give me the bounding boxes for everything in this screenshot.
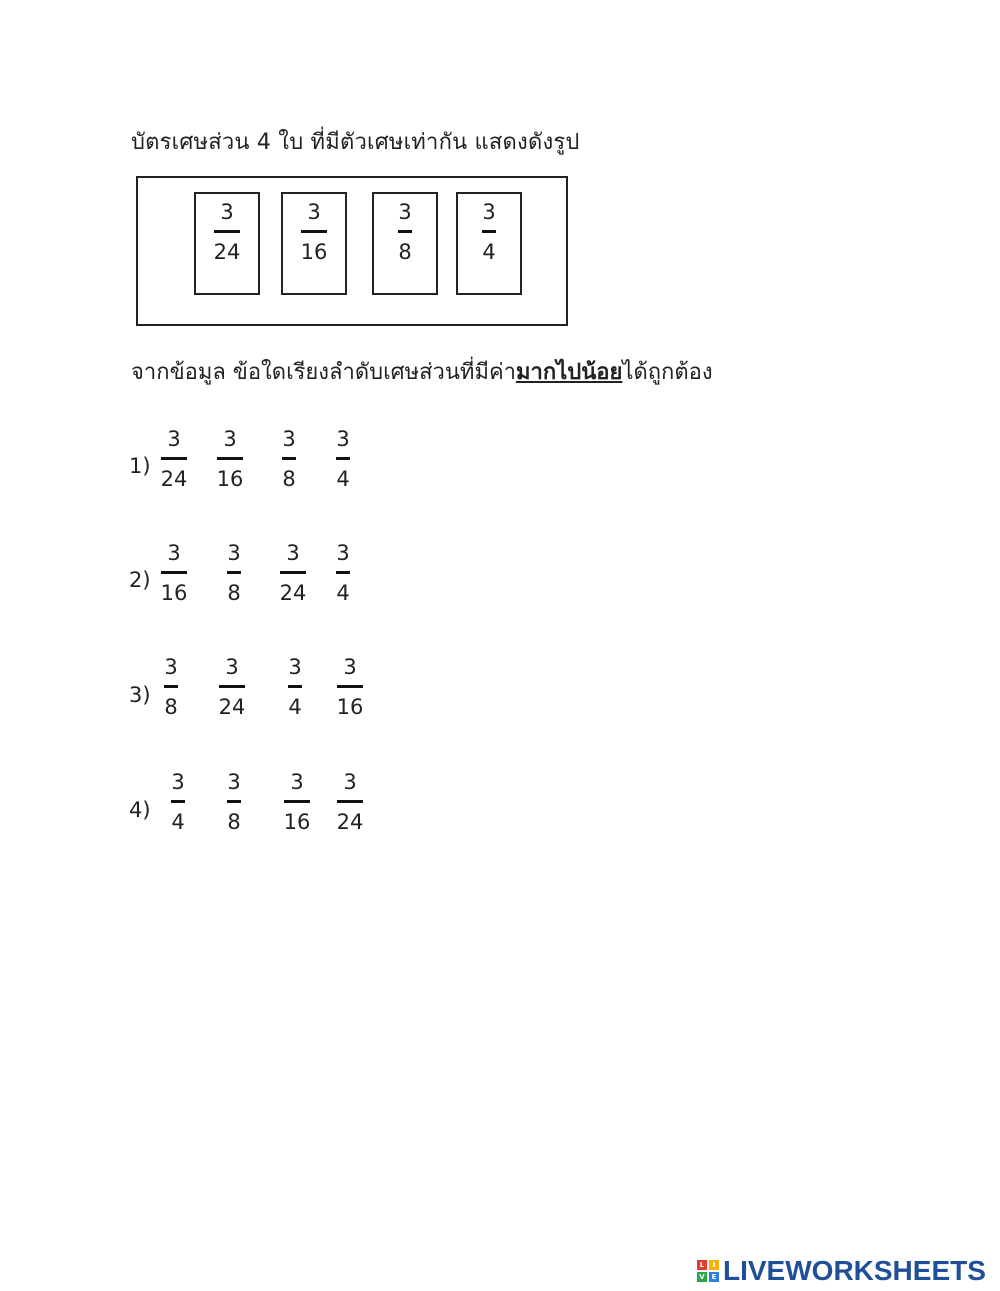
numerator: 3 [225,655,239,679]
fraction-bar [280,571,306,574]
heading-text: บัตรเศษส่วน 4 ใบ ที่มีตัวเศษเท่ากัน แสดงดังรูป [131,130,580,155]
fraction-bar [288,685,302,688]
numerator: 3 [343,770,357,794]
fraction-bar [161,571,187,574]
denominator: 4 [288,695,302,719]
fraction-card [456,192,522,295]
fraction [259,427,319,491]
fraction-bar [217,457,243,460]
fraction-bar [227,800,241,803]
fraction-bar [161,457,187,460]
fraction [204,770,264,834]
fraction-bar [301,230,327,233]
fraction [267,770,327,834]
numerator: 3 [164,655,178,679]
fraction [197,200,257,264]
denominator: 8 [227,810,241,834]
numerator: 3 [288,655,302,679]
fraction-bar [282,457,296,460]
option-label: 4) [129,798,151,822]
denominator: 16 [336,695,364,719]
fraction-cards-panel [136,176,568,326]
fraction-bar [164,685,178,688]
numerator: 3 [482,200,496,224]
denominator: 24 [160,467,188,491]
denominator: 24 [336,810,364,834]
fraction-bar [227,571,241,574]
option-label: 3) [129,683,151,707]
fraction [144,541,204,605]
fraction-bar [337,800,363,803]
fraction [284,200,344,264]
fraction [148,770,208,834]
logo-mark-tile: E [709,1272,719,1282]
numerator: 3 [223,427,237,451]
denominator: 16 [216,467,244,491]
numerator: 3 [398,200,412,224]
denominator: 8 [398,240,412,264]
numerator: 3 [167,541,181,565]
fraction [204,541,264,605]
fraction [375,200,435,264]
logo-mark-tile: L [697,1260,707,1270]
fraction-bar [337,685,363,688]
fraction [202,655,262,719]
denominator: 24 [218,695,246,719]
denominator: 8 [282,467,296,491]
denominator: 4 [482,240,496,264]
liveworksheets-logo [697,1254,986,1288]
fraction [313,427,373,491]
numerator: 3 [227,541,241,565]
fraction-bar [336,571,350,574]
question-post: ได้ถูกต้อง [622,360,713,385]
denominator: 8 [164,695,178,719]
question-pre: จากข้อมูล ข้อใดเรียงลำดับเศษส่วนที่มีค่า [131,360,517,385]
question-text [131,354,713,389]
numerator: 3 [286,541,300,565]
fraction-bar [214,230,240,233]
denominator: 8 [227,581,241,605]
numerator: 3 [343,655,357,679]
numerator: 3 [227,770,241,794]
fraction-bar [482,230,496,233]
numerator: 3 [307,200,321,224]
denominator: 4 [336,467,350,491]
fraction-card [281,192,347,295]
fraction [200,427,260,491]
fraction [265,655,325,719]
numerator: 3 [282,427,296,451]
logo-text: LIVEWORKSHEETS [723,1255,986,1286]
fraction [320,770,380,834]
fraction-bar [336,457,350,460]
denominator: 24 [279,581,307,605]
numerator: 3 [167,427,181,451]
option-label: 1) [129,454,151,478]
question-emphasis: มากไปน้อย [516,360,623,385]
fraction [141,655,201,719]
numerator: 3 [336,541,350,565]
numerator: 3 [290,770,304,794]
denominator: 16 [160,581,188,605]
fraction [459,200,519,264]
fraction-bar [171,800,185,803]
option-label: 2) [129,568,151,592]
fraction-bar [284,800,310,803]
fraction-card [194,192,260,295]
denominator: 4 [336,581,350,605]
fraction [320,655,380,719]
fraction-card [372,192,438,295]
numerator: 3 [220,200,234,224]
logo-mark-tile: V [697,1272,707,1282]
fraction-bar [219,685,245,688]
denominator: 4 [171,810,185,834]
logo-mark-tile: I [709,1260,719,1270]
fraction-bar [398,230,412,233]
numerator: 3 [171,770,185,794]
fraction [313,541,373,605]
liveworksheets-logo-icon [697,1260,719,1282]
denominator: 24 [213,240,241,264]
denominator: 16 [300,240,328,264]
numerator: 3 [336,427,350,451]
denominator: 16 [283,810,311,834]
fraction [144,427,204,491]
